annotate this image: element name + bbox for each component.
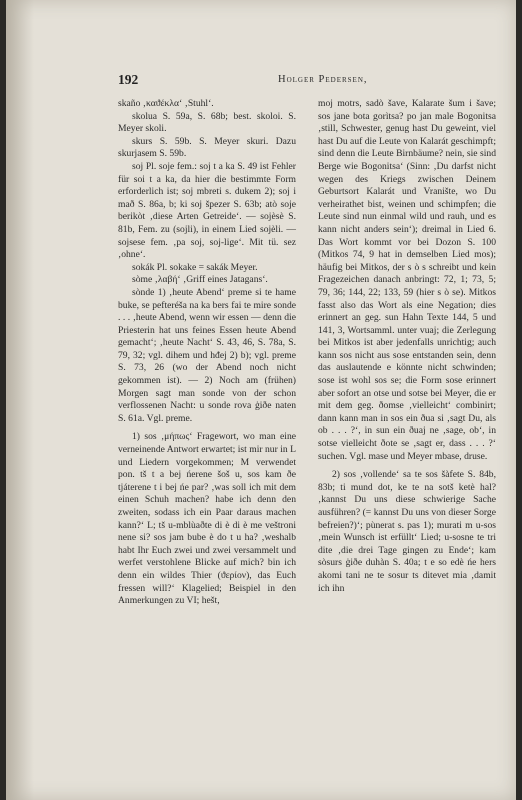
entry-some: sòme ‚λαβή‘ ‚Griff eines Jatagans‘.: [132, 274, 268, 286]
entry-sos-1: 1) sos ‚μήπως‘ Fragewort, wo man eine verneinende Antwort erwartet; ist mir nur in L und Liedern vorgekommen; M verwendet pon. tš t a bej ńerene šoš u, sos kam ðe tjáterene t i bej ńe par? ‚was soll ich mit dem einen Schuh machen? habe ich denn den zweiten, sodass ich ein Paar daraus machen kann?‘ L; tš u-mblùaðte di è di è me veštroni nene si? sos jam bube è do t u ha? ‚weshalb habt Ihr Euch zwei und zwei versammelt und werfet verstohlene Blicke auf mich? bin ich denn ein wildes Thier (ϑερίον), das Euch fressen will?‘ Klagelied; Beispiel in den Anmerkungen zu VI; hešt,: [118, 431, 296, 607]
entry-sos-1-continued: moj motrs, sadò šave, Kalarate šum i šave; sos jane bota gorìtsa? po jan male Bogonitsa ‚still, Schwester, genug hast Du geweint, viel hast Du auf die Leute von Kalarát geschimpft; sind denn die Leute Birnbäume? nein, sie sind Berge wie Bogonitsa‘ (Sinn: ‚Du darfst nicht wegen des Kriegs zwischen Deinem Geburtsort Kalarát und Vranište, wo Du verheirathet bist, weinen und schimpfen; die Leute sind nun einmal wild und rauh, und es kann nicht anders sein‘); dreimal in Lied 6. Das Wort kommt vor bei Dozon S. 100 (Mitkos 74, 9 hat in demselben Lied mos); häufig bei Mitkos, der s ò s schreibt und kein Fragezeichen danach anbringt: 72, 1; 73, 5; 79, 36; 144, 22; 133, 59 (hier s ò se). Mitkos fasst also das Wort als eine Negation; dies erinnert an geg. sun Hahn Texte 144, 5 und 141, 3, Wortsamml. unter vuaj; die Zerlegung bei Mitkos ist aber jedenfalls unrichtig; auch kann sos nicht aus sose entstanden sein, denn das auslautende e könnte nicht schwinden; sose ist wohl sos se; die Form sose erinnert aber sofort an otse und sotse bei Meyer, die er mit dem geg. ðomse ‚vielleicht‘ combinirt; dann kann man in sos ein ðua si ‚sagt Du, als ob . . . ?‘, in sun ein ðuaj ne ‚sage, ob‘, in sotse vielleicht ðote se ‚sagt er, dass . . . ?‘ suchen. Vgl. mase und Meyer mbase, druse.: [318, 98, 496, 462]
book-page: [6, 0, 516, 800]
entry-soj: soj Pl. soje fem.: soj t a ka S. 49 ist Fehler für soi t a ka, da hier die bestimmte Form erforderlich ist; soj mbreti s. dukem 2); soj i mað S. 86a, b; ki soj špezer S. 63b; atò soje berikòt ‚diese Arten Getreide‘. — sojèsè S. 81b, Fem. zu (sojli), in einem Lied sojèli. — sojsese fem. ‚pa soj, soj-lige‘. Mit tü. sez ‚ohne‘.: [118, 160, 296, 261]
entry-sokak: sokák Pl. sokake = sakák Meyer.: [132, 261, 258, 273]
right-column: [318, 98, 496, 595]
entry-sos-2: 2) sos ‚vollende‘ sa te sos šàfete S. 84b, 83b; ti mund dot, ke te na sotš ketè hal? ‚kannst Du uns diese schwierige Sache ausführen? (= kannst Du uns von dieser Sorge befreien?)‘; pùnerat s. pas 1); murati m u-sos ‚mein Wunsch ist erfüllt‘ Lied; u-sosne te tri dite ‚die drei Tage gingen zu Ende‘; kam sòsurs ġiðe duhàn S. 40a; t e so edè ńe hers akomi tani ne te sosur ts ditevet mia ‚damit ich ihn: [318, 469, 496, 594]
entry-skolua: skolua S. 59a, S. 68b; best. skoloi. S. Meyer skoli.: [118, 110, 296, 135]
page-gutter-shadow: [6, 0, 34, 800]
left-column: [118, 98, 296, 608]
page-number: 192: [118, 72, 139, 87]
running-head: Holger Pedersen,: [278, 74, 368, 85]
entry-sonde: sònde 1) ‚heute Abend‘ preme si te hame buke, se pefteréša na ka bers fai te mire sonde . . . ‚heute Abend, wenn wir essen — denn die Priesterin hat uns feines Essen heute Abend gemacht‘; ‚heute Nacht‘ S. 43, 46, S. 78a, S. 79, 32; vgl. dihem und hđej 2) b); vgl. preme S. 73, 26 (wo der Abend noch nicht gekommen ist). — 2) Noch am (frühen) Morgen sagt man sonde von der schon verflossenen Nacht: u sonde rova ġiðe naten S. 61a. Vgl. preme.: [118, 286, 296, 424]
entry-skano: skaño ‚καϑέκλα‘ ‚Stuhl‘.: [118, 98, 214, 109]
entry-skurs: skurs S. 59b. S. Meyer skuri. Dazu skurjasem S. 59b.: [118, 135, 296, 160]
page-header: [118, 72, 498, 92]
